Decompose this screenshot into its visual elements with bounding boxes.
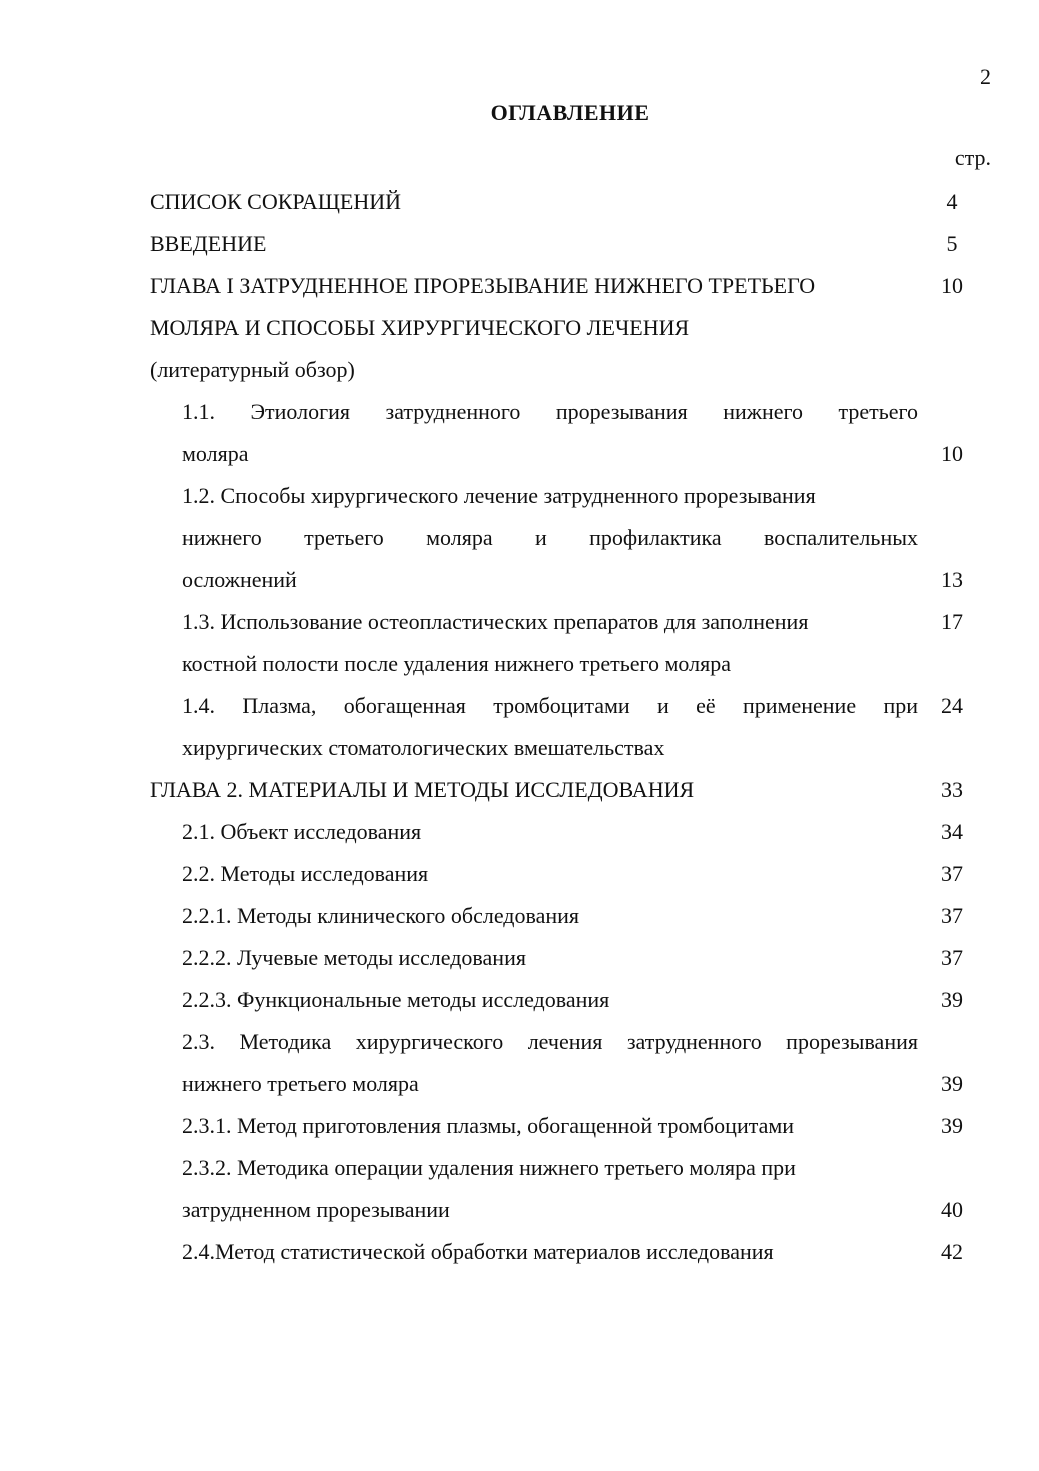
toc-entry-section-2-1[interactable] bbox=[150, 811, 990, 853]
toc-entry-text: ГЛАВА I ЗАТРУДНЕННОЕ ПРОРЕЗЫВАНИЕ НИЖНЕГО ТРЕТЬЕГО bbox=[150, 273, 816, 298]
toc-entry-chapter-2[interactable] bbox=[150, 769, 990, 811]
toc-entry-text: 2.2. Методы исследования bbox=[182, 861, 429, 886]
toc-entry-page: 37 bbox=[941, 945, 963, 970]
toc-entry-text: 2.2.1. Методы клинического обследования bbox=[182, 903, 580, 928]
toc-entry-page: 10 bbox=[941, 441, 963, 466]
toc-entry-section-2-2[interactable] bbox=[150, 853, 990, 895]
toc-entry-page: 34 bbox=[941, 819, 963, 844]
toc-entry-section-2-4[interactable] bbox=[150, 1231, 990, 1273]
toc-entry-text: (литературный обзор) bbox=[150, 357, 355, 382]
table-of-contents bbox=[150, 181, 990, 1273]
toc-entry-section-1-3[interactable] bbox=[150, 601, 990, 685]
toc-entry-text: костной полости после удаления нижнего третьего моляра bbox=[182, 651, 732, 676]
toc-entry-text: 1.4. Плазма, обогащенная тромбоцитами и её применение при bbox=[182, 693, 918, 718]
toc-entry-page: 39 bbox=[941, 1113, 963, 1138]
toc-entry-text: ВВЕДЕНИЕ bbox=[150, 231, 267, 256]
toc-entry-text: нижнего третьего моляра и профилактика воспалительных bbox=[182, 525, 918, 550]
pages-column-label: стр. bbox=[954, 145, 991, 170]
toc-entry-section-2-2-3[interactable] bbox=[150, 979, 990, 1021]
toc-entry-page: 42 bbox=[941, 1239, 963, 1264]
toc-entry-text: 1.2. Способы хирургического лечение затрудненного прорезывания bbox=[182, 483, 816, 508]
toc-entry-text: 2.1. Объект исследования bbox=[182, 819, 422, 844]
toc-entry-section-2-2-2[interactable] bbox=[150, 937, 990, 979]
toc-entry-text: моляра bbox=[182, 441, 249, 466]
toc-entry-page: 5 bbox=[946, 231, 958, 256]
toc-entry-section-2-3[interactable] bbox=[150, 1021, 990, 1105]
toc-entry-page: 13 bbox=[941, 567, 963, 592]
toc-entry-text: хирургических стоматологических вмешательствах bbox=[182, 735, 665, 760]
toc-entry-text: 2.4.Метод статистической обработки материалов исследования bbox=[182, 1239, 774, 1264]
toc-entry-introduction[interactable] bbox=[150, 223, 990, 265]
page-number: 2 bbox=[980, 64, 991, 89]
toc-entry-text: 2.3. Методика хирургического лечения затрудненного прорезывания bbox=[182, 1029, 918, 1054]
toc-entry-text: 2.2.2. Лучевые методы исследования bbox=[182, 945, 526, 970]
toc-entry-section-1-4[interactable] bbox=[150, 685, 990, 769]
page-title: ОГЛАВЛЕНИЕ bbox=[490, 100, 650, 125]
toc-entry-page: 39 bbox=[941, 987, 963, 1012]
toc-entry-page: 37 bbox=[941, 903, 963, 928]
toc-entry-text: осложнений bbox=[182, 567, 297, 592]
toc-entry-text: 1.3. Использование остеопластических препаратов для заполнения bbox=[182, 609, 809, 634]
toc-entry-text: нижнего третьего моляра bbox=[182, 1071, 419, 1096]
toc-entry-page: 40 bbox=[941, 1197, 963, 1222]
toc-entry-section-1-1[interactable] bbox=[150, 391, 990, 475]
toc-entry-text: ГЛАВА 2. МАТЕРИАЛЫ И МЕТОДЫ ИССЛЕДОВАНИЯ bbox=[150, 777, 695, 802]
toc-entry-text: 2.3.1. Метод приготовления плазмы, обогащенной тромбоцитами bbox=[182, 1113, 795, 1138]
toc-entry-abbreviations[interactable] bbox=[150, 181, 990, 223]
toc-entry-page: 33 bbox=[941, 777, 963, 802]
toc-entry-page: 10 bbox=[941, 273, 963, 298]
toc-entry-text: затрудненном прорезывании bbox=[182, 1197, 450, 1222]
toc-entry-text: 1.1. Этиология затрудненного прорезывания нижнего третьего bbox=[182, 399, 918, 424]
toc-entry-page: 17 bbox=[941, 609, 963, 634]
toc-entry-page: 39 bbox=[941, 1071, 963, 1096]
toc-entry-section-2-2-1[interactable] bbox=[150, 895, 990, 937]
toc-entry-section-2-3-2[interactable] bbox=[150, 1147, 990, 1231]
toc-entry-text: СПИСОК СОКРАЩЕНИЙ bbox=[150, 189, 402, 214]
toc-entry-text: МОЛЯРА И СПОСОБЫ ХИРУРГИЧЕСКОГО ЛЕЧЕНИЯ bbox=[150, 315, 690, 340]
toc-entry-page: 37 bbox=[941, 861, 963, 886]
toc-entry-text: 2.3.2. Методика операции удаления нижнего третьего моляра при bbox=[182, 1155, 796, 1180]
toc-entry-page: 4 bbox=[946, 189, 958, 214]
toc-entry-section-2-3-1[interactable] bbox=[150, 1105, 990, 1147]
toc-entry-text: 2.2.3. Функциональные методы исследования bbox=[182, 987, 610, 1012]
toc-entry-chapter-1[interactable] bbox=[150, 265, 990, 391]
toc-entry-page: 24 bbox=[941, 693, 963, 718]
toc-entry-section-1-2[interactable] bbox=[150, 475, 990, 601]
